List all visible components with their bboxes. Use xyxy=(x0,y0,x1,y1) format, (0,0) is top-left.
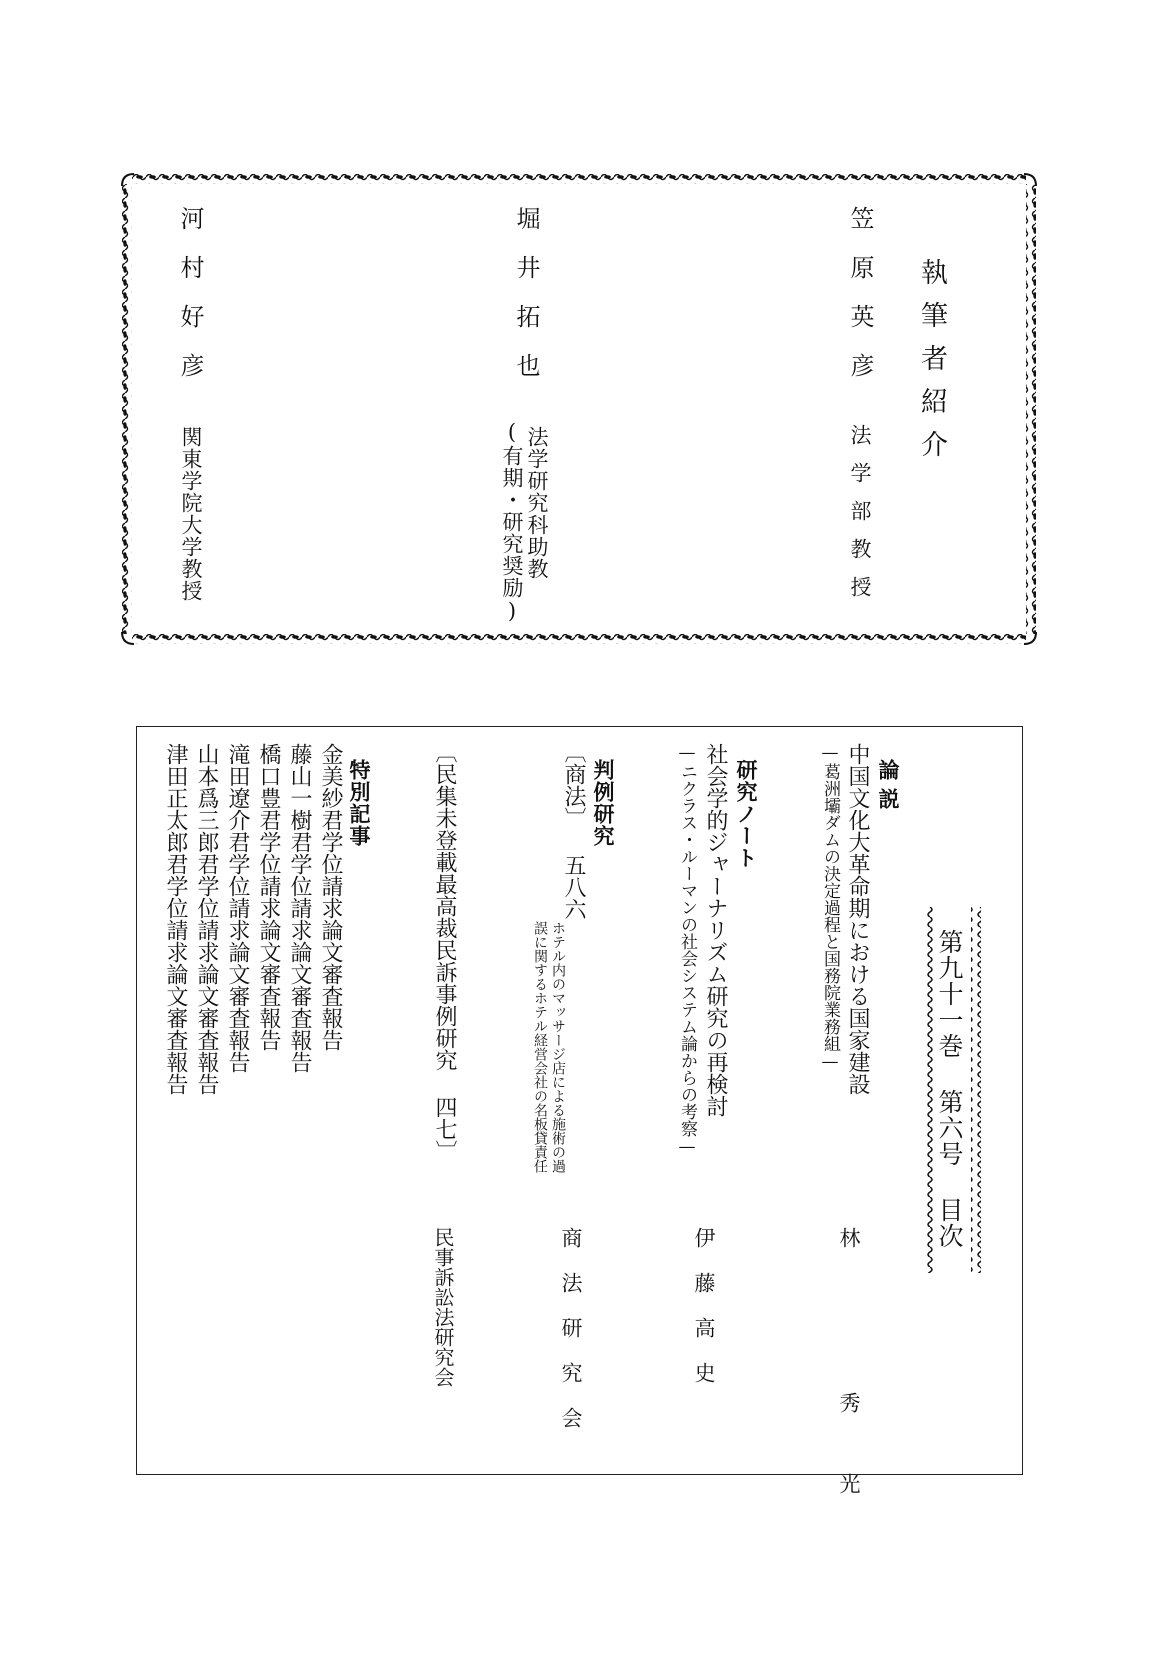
list-item: 橋口豊君学位請求論文審査報告 xyxy=(256,743,281,1051)
contributor-role: 関東学院大学教授 xyxy=(179,426,203,602)
list-item: 藤山一樹君学位請求論文審査報告 xyxy=(287,743,312,1073)
article-subtitle: —葛洲壩ダムの決定過程と国務院業務組— xyxy=(820,743,840,1072)
article-subtitle: —ニクラス・ルーマンの社会システム論からの考察— xyxy=(677,743,697,1157)
case-description: 誤に関するホテル経営会社の名板貸責任 xyxy=(532,921,548,1173)
article-author: 林 秀光 xyxy=(837,1227,861,1554)
section-heading-ronsetsu: 論説 xyxy=(876,759,900,817)
contributor-role: 法学研究科助教 xyxy=(525,426,549,580)
decorative-border xyxy=(120,172,1038,646)
contributor-name: 河村好彦 xyxy=(176,206,204,402)
contributor-name: 堀井拓也 xyxy=(512,206,540,402)
article-title: 社会学的ジャーナリズム研究の再検討 xyxy=(703,743,728,1117)
section-heading-hanrei: 判例研究 xyxy=(591,759,615,847)
article-title: 中国文化大革命期における国家建設 xyxy=(845,743,870,1095)
issue-heading: 第九十一巻 第六号 目次 xyxy=(935,929,964,1249)
issue-band xyxy=(925,907,981,1273)
list-item: 滝田遼介君学位請求論文審査報告 xyxy=(225,743,250,1073)
contributors-title: 執筆者紹介 xyxy=(916,258,947,473)
list-item: 金美紗君学位請求論文審査報告 xyxy=(318,743,343,1051)
contributor-role-note: (有期・研究奨励) xyxy=(500,420,524,624)
section-heading-kenkyu-note: 研究ノート xyxy=(734,759,758,869)
case-study-label: 〔民集未登載最高裁民訴事例研究 四七〕 xyxy=(432,741,457,1162)
case-description: ホテル内のマッサージ店による施術の過 xyxy=(550,921,566,1173)
contributor-name: 笠原英彦 xyxy=(846,206,874,402)
contributor-role: 法学部教授 xyxy=(848,424,872,614)
article-author: 商法研究会 xyxy=(559,1227,583,1452)
list-item: 津田正太郎君学位請求論文審査報告 xyxy=(163,743,188,1095)
case-label: 〔商法〕 五八六 xyxy=(561,741,586,920)
section-heading-tokubetsu: 特別記事 xyxy=(347,759,371,847)
article-author: 伊藤高史 xyxy=(692,1227,716,1407)
table-of-contents xyxy=(136,726,1023,1554)
contributors-box xyxy=(120,172,1038,646)
article-author: 民事訴訟法研究会 xyxy=(431,1227,455,1387)
list-item: 山本爲三郎君学位請求論文審査報告 xyxy=(194,743,219,1095)
